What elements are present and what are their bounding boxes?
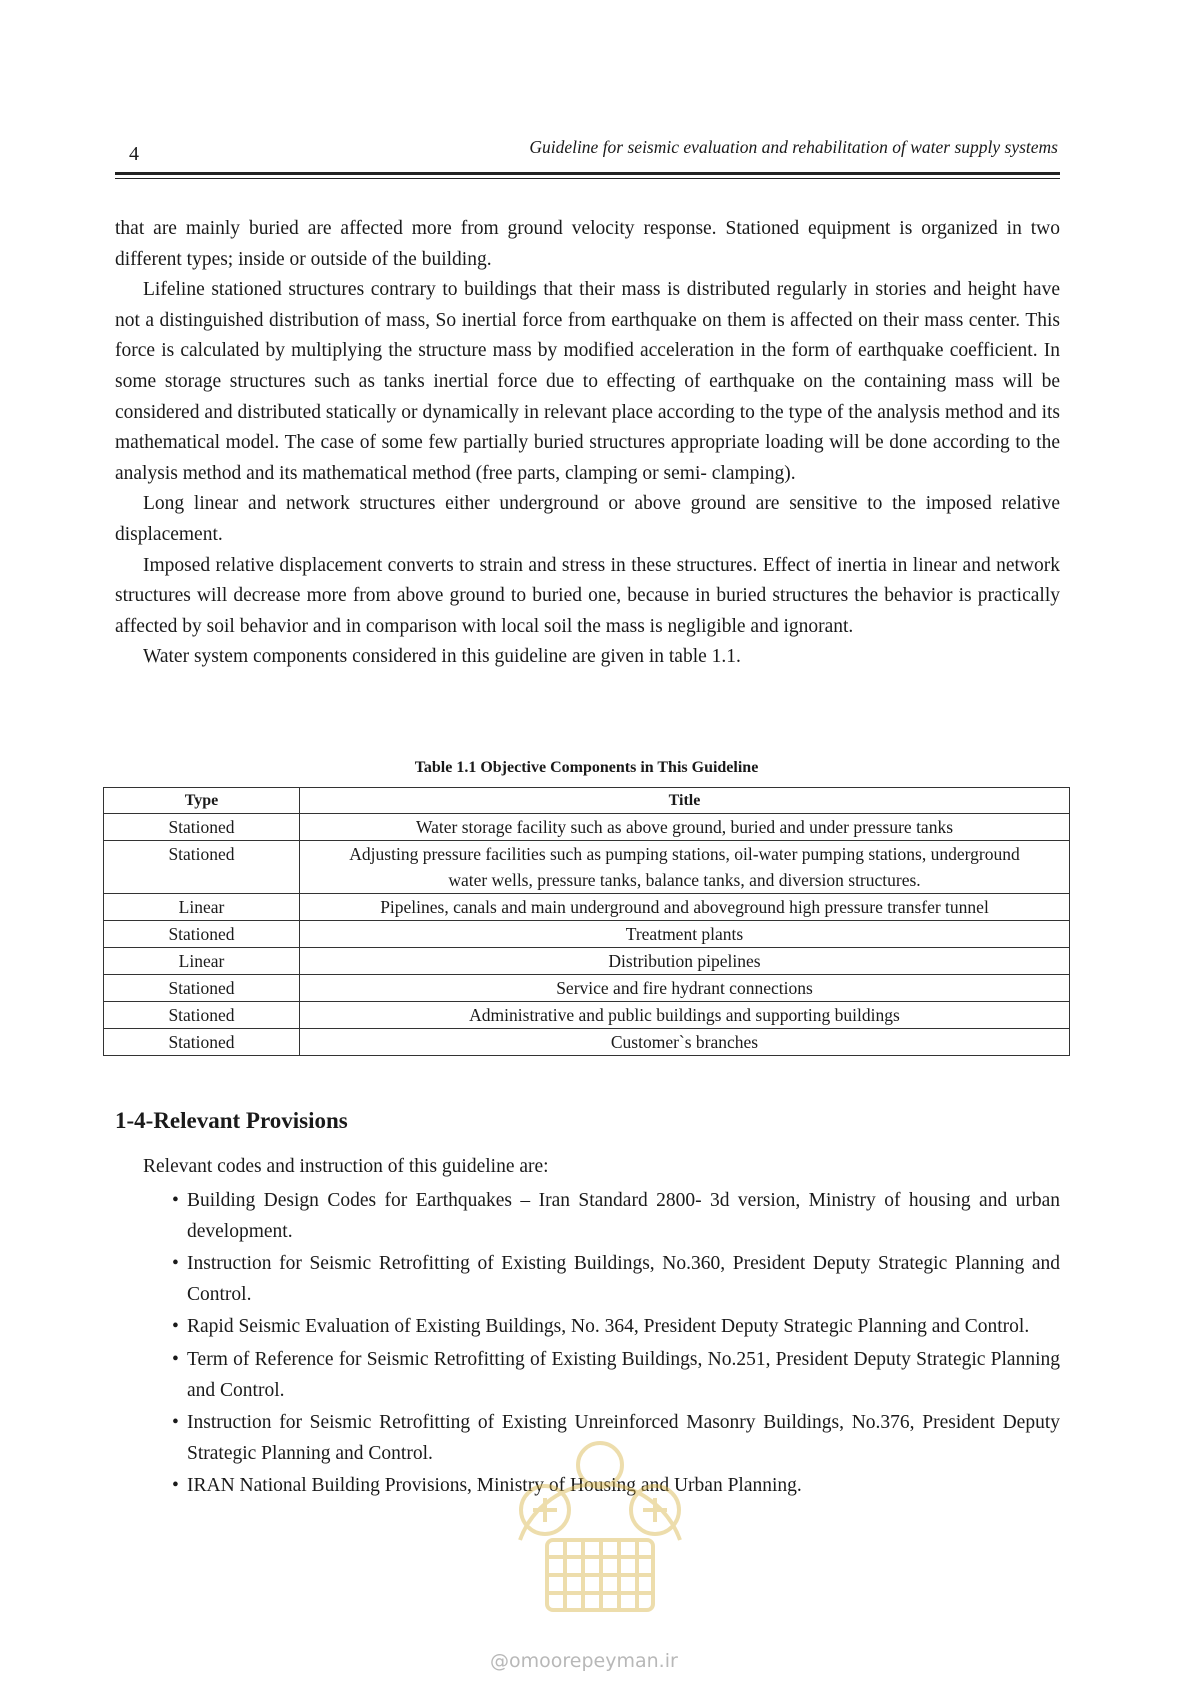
column-header-title: Title (300, 788, 1070, 814)
paragraph: Water system components considered in this guideline are given in table 1.1. (143, 646, 741, 668)
table-row (104, 921, 1070, 948)
list-item-text: Building Design Codes for Earthquakes – Iran Standard 2800- 3d version, Ministry of housing and urban development. (187, 1190, 1060, 1242)
bullet-icon: • (172, 1475, 179, 1497)
type-cell: Stationed (104, 814, 300, 841)
paragraph: that are mainly buried are affected more from ground velocity response. Stationed equipment is organized in two different types; inside or outside of the building. (115, 218, 1060, 270)
bullet-icon: • (172, 1253, 179, 1275)
type-cell: Linear (104, 894, 300, 921)
title-cell: Water storage facility such as above ground, buried and under pressure tanks (300, 814, 1070, 841)
table-row (104, 894, 1070, 921)
watermark-logo-icon (485, 1390, 715, 1630)
section-intro: Relevant codes and instruction of this guideline are: (143, 1156, 549, 1177)
type-cell: Stationed (104, 1002, 300, 1029)
list-item-text: Rapid Seismic Evaluation of Existing Buildings, No. 364, President Deputy Strategic Planning and Control. (187, 1316, 1030, 1338)
bullet-icon: • (172, 1412, 179, 1434)
table-row (104, 814, 1070, 841)
table-caption: Table 1.1 Objective Components in This Guideline (414, 759, 759, 776)
watermark-site: @omoorepeyman.ir (490, 1650, 678, 1672)
bullet-icon: • (172, 1348, 179, 1370)
column-header-type: Type (104, 788, 300, 814)
table-row (104, 948, 1070, 975)
paragraph: Lifeline stationed structures contrary to buildings that their mass is distributed regularly in stories and height have not a distinguished distribution of mass, So inertial force from earthquake on them is affected on their mass center. This force is calculated by multiplying the structure mass by modified acceleration in the form of earthquake coefficient. In some storage structures such as tanks inertial force due to effecting of earthquake on the containing mass will be considered and distributed statically or dynamically in relevant place according to the type of the analysis method and its mathematical model. The case of some few partially buried structures appropriate loading will be done according to the analysis method and its mathematical method (free parts, clamping or semi- clamping). (115, 279, 1060, 484)
list-item (172, 1186, 1060, 1247)
table-header-row (104, 788, 1070, 814)
table-row (104, 1002, 1070, 1029)
title-cell: Treatment plants (300, 921, 1070, 948)
page-number: 4 (129, 143, 139, 165)
title-cell: Customer`s branches (300, 1029, 1070, 1056)
type-cell: Stationed (104, 975, 300, 1002)
paragraph: Long linear and network structures either underground or above ground are sensitive to the imposed relative displacement. (115, 493, 1060, 545)
title-cell: Distribution pipelines (300, 948, 1070, 975)
table-row (104, 1029, 1070, 1056)
list-item (172, 1312, 1060, 1343)
header-rule-thick (115, 172, 1060, 175)
list-item-text: Instruction for Seismic Retrofitting of Existing Buildings, No.360, President Deputy Strategic Planning and Control. (187, 1253, 1060, 1305)
title-cell: Service and fire hydrant connections (300, 975, 1070, 1002)
title-cell: Administrative and public buildings and supporting buildings (300, 1002, 1070, 1029)
components-table (103, 787, 1070, 1056)
type-cell: Stationed (104, 921, 300, 948)
type-cell: Linear (104, 948, 300, 975)
list-item-text: Term of Reference for Seismic Retrofitting of Existing Buildings, No.251, President Deputy Strategic Planning and Control. (187, 1348, 1060, 1401)
header-rule-thin (115, 178, 1060, 179)
bullet-icon: • (172, 1190, 179, 1211)
type-cell: Stationed (104, 1029, 300, 1056)
list-item (172, 1249, 1060, 1310)
section-heading: 1-4-Relevant Provisions (115, 1108, 348, 1133)
list-item-text: Instruction for Seismic Retrofitting of Existing Unreinforced Masonry Buildings, No.376, President Deputy Strategic Planning and Control. (187, 1412, 1060, 1464)
type-cell: Stationed (104, 841, 300, 894)
table-row (104, 841, 1070, 894)
title-cell: Pipelines, canals and main underground and aboveground high pressure transfer tunnel (300, 894, 1070, 921)
running-head: Guideline for seismic evaluation and rehabilitation of water supply systems (529, 137, 1058, 157)
list-item-text: IRAN National Building Provisions, Ministry of Housing and Urban Planning. (187, 1475, 802, 1497)
table-row (104, 975, 1070, 1002)
bullet-icon: • (172, 1316, 179, 1338)
title-cell: Adjusting pressure facilities such as pumping stations, oil-water pumping stations, underground water wells, pressure tanks, balance tanks, and diversion structures. (300, 841, 1070, 894)
paragraph: Imposed relative displacement converts to strain and stress in these structures. Effect of inertia in linear and network structures will decrease more from above ground to buried one, because in buried structures the behavior is practically affected by soil behavior and in comparison with local soil the mass is negligible and ignorant. (115, 554, 1060, 637)
body-text (115, 214, 1060, 673)
